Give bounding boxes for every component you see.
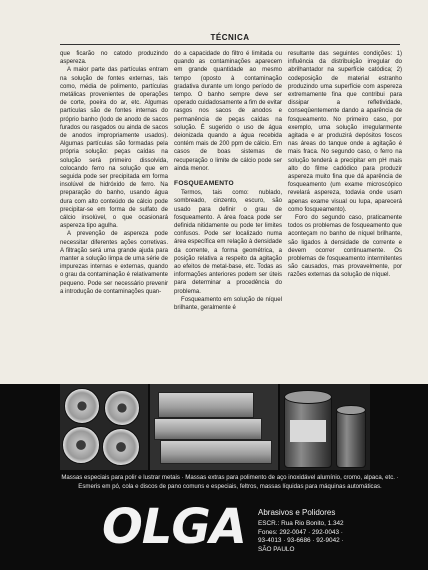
section-heading-fosqueamento: FOSQUEAMENTO	[174, 180, 234, 188]
address-line: ESCR.: Rua Rio Bonito, 1.342	[258, 520, 344, 527]
compound-bar	[154, 418, 262, 440]
paragraph: resultante das seguintes condições: 1) influência da distribuição irregular do abrilhantador na superfície catódica; 2) codeposição de material estranho produzindo uma superfície com aspereza extremamente fina que contribui para dissipar a refletividade, conseqüentemente dando a aparência de fosqueamento. No primeiro caso, por exemplo, uma solução irregularmente agitada e ar produzirá depósitos foscos nas áreas do tanque onde a agitação é mais fraca. No segundo caso, o ferro na solução tenderá a precipitar em pH mais alto do filme cadódico para produzir aspereza muito fina que dá aparência de fosqueamento (um exame microscópico revelará aspereza, todavia onde usam apenas exame visual ou lupa, aparecerá como fosqueamento).	[288, 51, 402, 213]
paragraph: Fosqueamento em solução de níquel brilhante, geralmente é	[174, 296, 282, 312]
polishing-wheels-photo	[60, 384, 148, 470]
header-rule	[60, 44, 400, 45]
polishing-wheel	[62, 426, 100, 464]
city-line: SÃO PAULO	[258, 545, 295, 553]
can-lid	[284, 390, 332, 404]
phones-line-1: Fones: 292-0047 · 292-0043 ·	[258, 528, 343, 536]
can-lid	[336, 405, 366, 415]
compound-cans-photo	[280, 384, 370, 470]
article-column-2	[174, 50, 282, 312]
olga-advertisement	[0, 384, 428, 570]
phones-line-2: 93-4013 · 93-6686 · 92-9042 ·	[258, 537, 344, 545]
paragraph: Termos, tais como: nublado, sombreado, cinzento, escuro, são usado para definir o grau de fosqueamento. A área foaca pode ser definida nitidamente ou pode ter limites confusos. Pode ser localizado numa área específica em relação à densidade da corrente, a forma geométrica, a posição relativa a respeito da agitação ao efeitos de metal-base, etc. Todas as informações anteriores podem ser úteis para determinar a procedência do problema.	[174, 190, 282, 295]
compound-can	[336, 410, 366, 468]
section-header: TÉCNICA	[210, 33, 250, 42]
can-label	[290, 420, 326, 442]
polishing-wheel	[104, 390, 140, 426]
compound-bar	[158, 392, 254, 418]
polishing-wheel	[64, 388, 100, 424]
company-line: Abrasivos e Polidores	[258, 508, 336, 517]
paragraph: do a capacidade do filtro é limitada ou quando as contaminações aparecem em grande quantidade ao mesmo tempo (oposto à contaminação gradativa durante um longo período de tempo. O banho sempre deve ser operado cuidadosamente a fim de evitar rasgos nos sacos de anodos e permanência de peças caídas na solução. É sugerido o uso de água deionizada quando a água recebida contém mais de 200 ppm de cálcio. Em casos de boas sistemas de recuperação o limite de cálcio pode ser ainda menor.	[174, 51, 282, 172]
paragraph: Foro do segundo caso, praticamente todos os problemas de fosqueamento que aconteçam no banho de níquel brilhante, são ligados à densidade de corrente e devem ocorrer continuamente. Os problemas de fosqueamento intermitentes são causados, mas provavelmente, por razões externas da solução de níquel.	[288, 215, 402, 279]
company-contact	[258, 508, 408, 554]
article-column-1	[60, 50, 168, 296]
ad-tagline: Massas especiais para polir e lustrar metais · Massas extras para polimento de aço inoxidável alumínio, cromo, alpaca, etc. · Esmeris em pó, cola e discos de pano comuns e especiais, feltros, massas líquidas para máquinas automáticas.	[61, 474, 399, 490]
polishing-wheel	[102, 428, 140, 466]
paragraph: que ficarão no catodo produzindo aspereza.	[60, 51, 168, 66]
article-column-3	[288, 50, 402, 280]
paragraph: A maior parte das partículas entram na solução de fontes externas, tais como, média de polimento, partículas metálicas provenientes de operações de corte, poeira do ar, etc. Algumas partículas são de fontes internas do próprio banho (lodo de anodo de sacos furados ou rasgados ou ainda de sacos de anodos impropriamente usados). Algumas partículas são formadas pela própria solução: peças caídas na solução será primeiro dissolvida, colocando ferro na solução que em seguida pode ser precipitada em forma insolúvel de hidróxido de ferro. Na preparação do banho, usando água dura com alto conteúdo de cálcio pode precipitar-se em forma de sulfato de cálcio insolúvel, o que ocasionará aspereza tipo agulha.	[60, 67, 168, 230]
polishing-compound-bars-photo	[150, 384, 278, 470]
olga-logo: OLGA	[102, 499, 246, 555]
compound-bar	[160, 440, 272, 464]
paragraph: A prevenção de aspereza pode necessitar diferentes ações corretivas. A filtração será uma grande ajuda para manter a solução limpa de uma série de impurezas internas e externas, quando o grau da contaminação é relativamente pequeno. Pode ser necessário prevenir a introdução de contaminações quan-	[60, 231, 168, 295]
